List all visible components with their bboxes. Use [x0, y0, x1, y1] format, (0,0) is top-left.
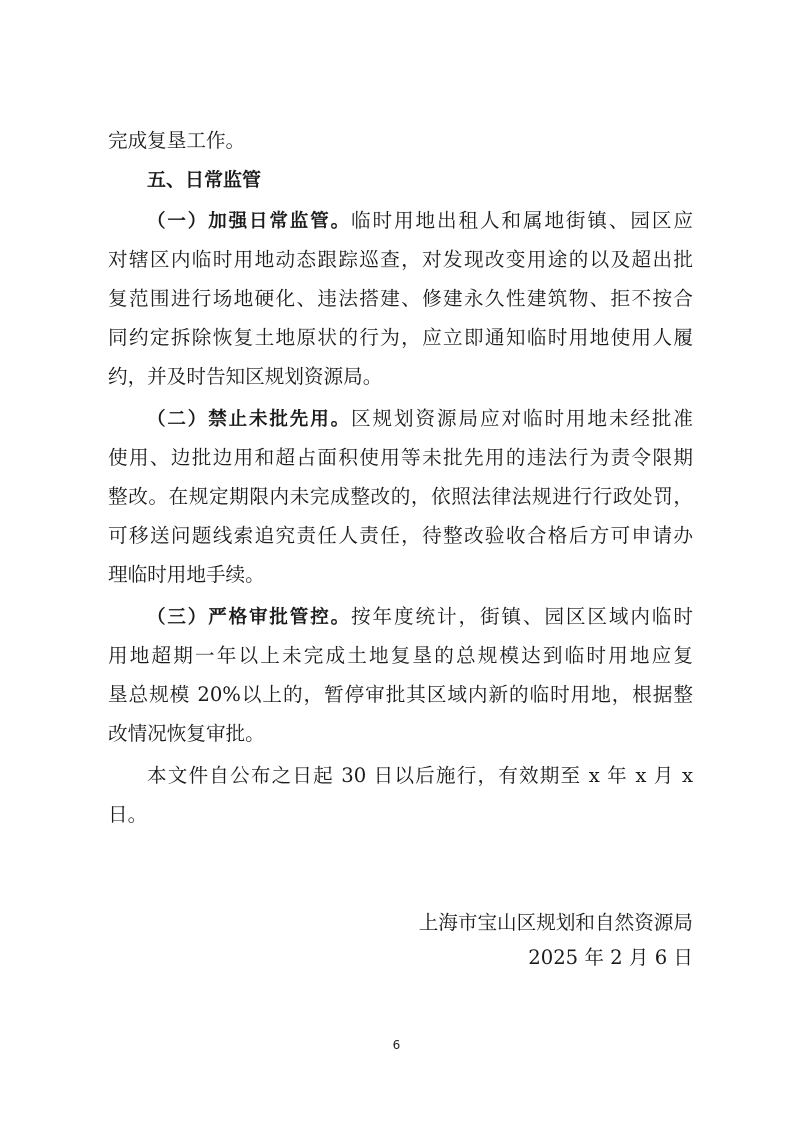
paragraph-3-line: 改情况恢复审批。 — [108, 722, 265, 745]
paragraph-1-line: 对辖区内临时用地动态跟踪巡查，对发现改变用途的以及超出批 — [108, 248, 693, 271]
paragraph-1-line: 复范围进行场地硬化、违法搭建、修建永久性建筑物、拒不按合 — [108, 287, 693, 310]
paragraph-1-first-line — [147, 201, 693, 241]
page-number: 6 — [392, 1038, 401, 1052]
paragraph-2-line: 使用、边批边用和超占面积使用等未批先用的违法行为责令限期 — [108, 446, 693, 469]
effective-clause-line: 日。 — [108, 803, 148, 826]
paragraph-2-line: 整改。在规定期限内未完成整改的，依照法律法规进行行政处罚， — [108, 485, 693, 508]
carryover-text: 完成复垦工作。 — [108, 129, 246, 152]
paragraph-1-line: 同约定拆除恢复土地原状的行为，应立即通知临时用地使用人履 — [108, 326, 693, 349]
paragraph-2-line: 区规划资源局应对临时用地未经批准 — [351, 407, 693, 430]
effective-clause-line: 本文件自公布之日起 30 日以后施行，有效期至 x 年 x 月 x — [147, 764, 693, 787]
paragraph-3-line: 垦总规模 20%以上的，暂停审批其区域内新的临时用地，根据整 — [108, 683, 693, 706]
paragraph-3-line: 按年度统计，街镇、园区区域内临时 — [351, 605, 693, 628]
section-heading: 五、日常监管 — [147, 169, 262, 191]
paragraph-3-first-line — [147, 597, 693, 637]
paragraph-1-title: （一）加强日常监管。 — [147, 211, 351, 232]
paragraph-2-first-line — [147, 399, 693, 439]
paragraph-2-line: 可移送问题线索追究责任人责任，待整改验收合格后方可申请办 — [108, 524, 693, 547]
paragraph-3-title: （三）严格审批管控。 — [147, 607, 351, 628]
paragraph-2-line: 理临时用地手续。 — [108, 563, 265, 586]
paragraph-3-line: 用地超期一年以上未完成土地复垦的总规模达到临时用地应复 — [108, 644, 693, 667]
paragraph-1-line: 临时用地出租人和属地街镇、园区应 — [351, 209, 693, 232]
paragraph-2-title: （二）禁止未批先用。 — [147, 409, 351, 430]
issue-date: 2025 年 2 月 6 日 — [528, 946, 693, 969]
paragraph-1-line: 约，并及时告知区规划资源局。 — [108, 365, 383, 388]
issuing-organization: 上海市宝山区规划和自然资源局 — [418, 911, 693, 934]
